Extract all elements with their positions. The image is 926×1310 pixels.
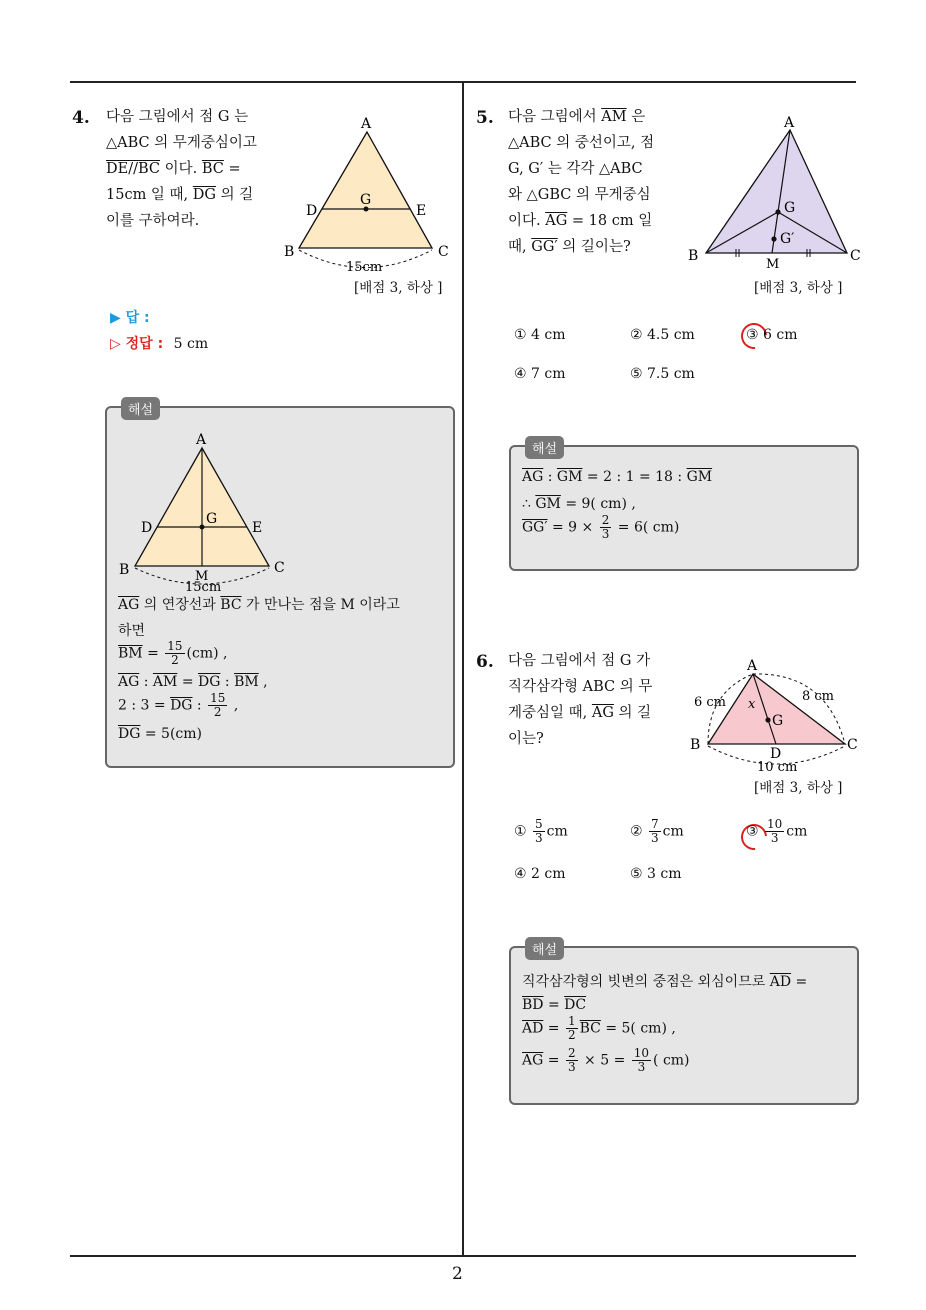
q6-choice-5[interactable]: ⑤ 3 cm	[630, 866, 682, 882]
q6-label-bc: 10 cm	[757, 760, 798, 775]
q4-sol-line5: 2 : $3 = \overline{DG}$ : $\frac{15}{2}$ ,	[118, 691, 239, 719]
q6-label-ab: 6 cm	[694, 695, 727, 710]
q4-text: 다음 그림에서 점 G 는 △ABC 의 무게중심이고 DE//BC 이다. $\overline{BC}$ = 15cm 일 때, $\overline{DG}$ 의 길 이를 구하여라.	[106, 109, 257, 229]
q5-label-m: M	[766, 257, 780, 272]
q4-label-e: E	[416, 203, 427, 219]
q5-solution-box	[509, 442, 859, 571]
q5-triangle	[706, 130, 847, 253]
q4-correct-value: 5 cm	[173, 336, 209, 352]
q4-sol-line6: $\overline{DG} = 5(cm)$	[118, 726, 202, 742]
q6-label-a: A	[747, 658, 758, 674]
q5-triangle-figure	[680, 110, 865, 275]
q5-choice-3[interactable]: ③ 6 cm	[746, 327, 798, 343]
q4-sol-label-b: B	[119, 562, 130, 578]
q6-triangle-figure	[686, 652, 866, 782]
q4-sol-label-e: E	[252, 520, 263, 536]
q5-point-g-prime	[771, 236, 776, 241]
q4-label-d: D	[306, 203, 318, 219]
q5-label-b: B	[688, 248, 699, 264]
q4-sol-label-base: 15cm	[185, 580, 222, 593]
q5-point-g	[775, 209, 780, 214]
q6-triangle	[708, 674, 845, 744]
q4-number: 4.	[72, 108, 90, 128]
q4-triangle-figure	[280, 110, 460, 275]
q4-sol-line2: 하면	[118, 623, 146, 639]
q5-choice-1[interactable]: ① 4 cm	[514, 327, 566, 343]
q4-triangle	[299, 132, 432, 248]
q4-sol-label-c: C	[274, 560, 285, 576]
q5-label-c: C	[850, 248, 861, 264]
q4-label-base: 15cm	[346, 260, 383, 275]
q6-solution-box	[509, 943, 859, 1105]
q6-score: [배점 3, 하상 ]	[754, 780, 843, 796]
q6-sol-line3: $\overline{AD}$ = $\frac{1}{2}$ $\overline{BC} = 5$( cm) ,	[522, 1014, 676, 1042]
column-divider	[462, 82, 464, 1256]
q5-sol-line3: GG′ = 9 × $\frac{2}{3}$ = 6( cm)	[522, 513, 680, 541]
q5-label-a: A	[784, 115, 795, 131]
q4-score: [배점 3, 하상 ]	[354, 280, 443, 296]
q6-choice-1[interactable]: ① $\frac{5}{3}$ cm	[514, 817, 568, 845]
q5-sol-line2: ∴ $\overline{GM} = 9$( cm) ,	[522, 496, 636, 512]
q6-sol-line1: 직각삼각형의 빗변의 중점은 외심이므로 $\overline{AD}$ =	[522, 974, 808, 990]
q5-label-g-prime: G′	[780, 231, 795, 247]
q5-choice-5[interactable]: ⑤ 7.5 cm	[630, 366, 695, 382]
q6-choice-3[interactable]: ③ $\frac{10}{3}$ cm	[746, 817, 808, 845]
q6-sol-line4: $\overline{AG}$ = $\frac{2}{3}$ × 5 = $\frac{10}{3}$ ( cm)	[522, 1046, 690, 1074]
q4-label-c: C	[438, 244, 449, 260]
q5-choice-2[interactable]: ② 4.5 cm	[630, 327, 695, 343]
q6-choice-2[interactable]: ② $\frac{7}{3}$ cm	[630, 817, 684, 845]
q4-correct-label: ▷ 정답 :	[110, 336, 164, 352]
q5-score: [배점 3, 하상 ]	[754, 280, 843, 296]
q5-choice-4[interactable]: ④ 7 cm	[514, 366, 566, 382]
q6-label-d: D	[770, 746, 782, 762]
q4-correct-answer	[110, 333, 208, 353]
q6-label-ac: 8 cm	[802, 689, 835, 704]
q4-sol-label-m: M	[195, 569, 209, 584]
q4-sol-line3: $\overline{BM}$ = $\frac{15}{2}$ (cm) ,	[118, 639, 228, 667]
q4-sol-line1: $\overline{AG}$ 의 연장선과 $\overline{BC}$ 가 만나는 점을 M 이라고	[118, 597, 400, 613]
q4-sol-label-a: A	[196, 432, 207, 448]
q4-label-b: B	[284, 244, 295, 260]
q4-sol-label-d: D	[141, 520, 153, 536]
q4-sol-line4: $\overline{AG}$ : $\overline{AM} = \overline{DG}$ : $\overline{BM}$ ,	[118, 674, 268, 690]
q6-label-b: B	[690, 737, 701, 753]
q4-answer-label: ▶ 답 :	[110, 310, 150, 326]
q6-text: 다음 그림에서 점 G 가 직각삼각형 ABC 의 무 게중심일 때, $\overline{AG}$ 의 길 이는?	[508, 653, 653, 747]
q5-number: 5.	[476, 108, 494, 128]
q6-label-c: C	[847, 737, 858, 753]
q4-sol-label-g: G	[206, 511, 218, 527]
q4-solution-figure	[113, 428, 303, 593]
q5-label-g: G	[784, 200, 796, 216]
q4-solution-box	[105, 403, 455, 768]
q4-solution-tag: 해설	[121, 397, 160, 420]
q6-sol-line2: $\overline{BD} = \overline{DC}$	[522, 997, 587, 1013]
q4-sol-point-g	[200, 525, 205, 530]
q6-label-x: x	[748, 697, 756, 712]
q6-number: 6.	[476, 652, 494, 672]
q4-label-a: A	[361, 116, 372, 132]
q6-label-g: G	[772, 713, 784, 729]
q4-label-g: G	[360, 192, 372, 208]
q5-solution-tag: 해설	[525, 436, 564, 459]
q6-choice-4[interactable]: ④ 2 cm	[514, 866, 566, 882]
page-number: 2	[452, 1264, 463, 1284]
q6-point-g	[765, 717, 770, 722]
q6-solution-tag: 해설	[525, 937, 564, 960]
q5-text: 다음 그림에서 $\overline{AM}$ 은 △ABC 의 중선이고, 점 G, G′ 는 각각 △ABC 와 △GBC 의 무게중심 이다. $\overline{AG} = 18$ cm 일 때, GG′ 의 길이는?	[508, 109, 655, 255]
q5-sol-line1: $\overline{AG}$ : $\overline{GM} = 2$ : 1 = 18 : $\overline{GM}$	[522, 469, 713, 485]
